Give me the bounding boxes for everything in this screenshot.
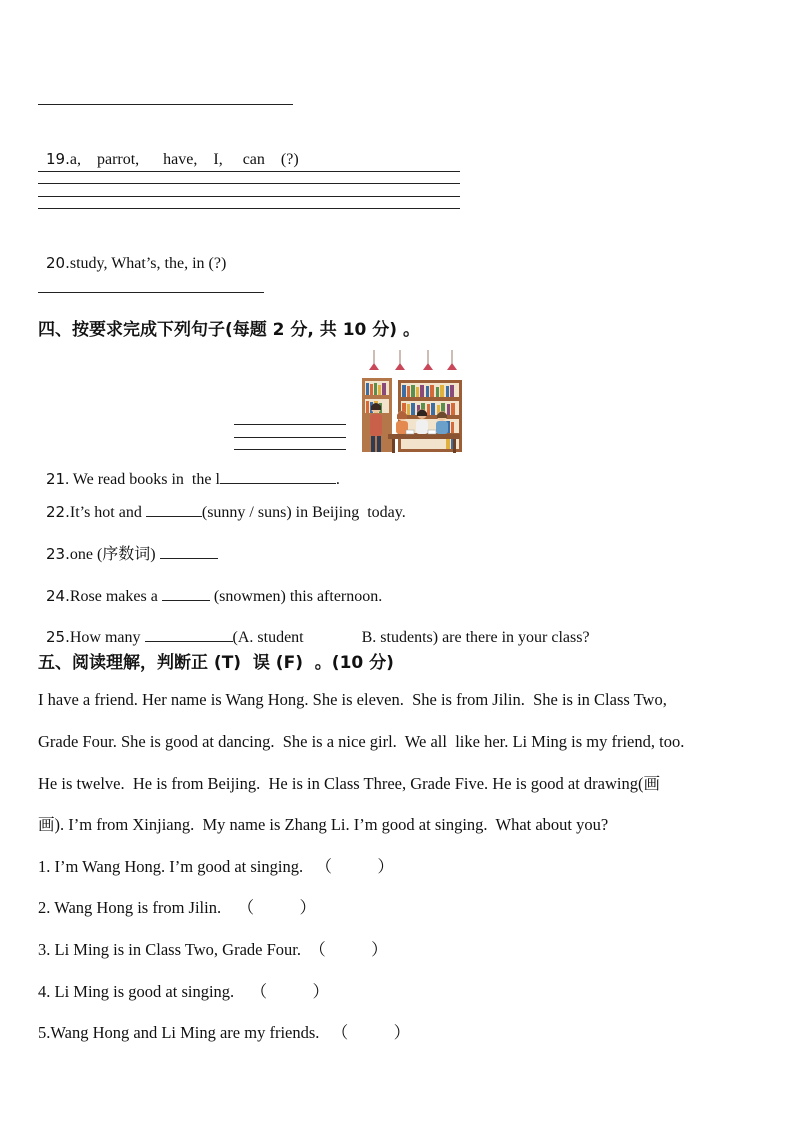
hanging-lamps bbox=[369, 350, 457, 370]
answer-line-q21-1 bbox=[234, 424, 346, 425]
question-text-a: It’s hot and bbox=[69, 504, 146, 521]
question-number: 25. bbox=[46, 628, 70, 646]
answer-line-q19-3 bbox=[38, 196, 460, 197]
question-number: 21 bbox=[46, 470, 66, 488]
question-text-b: (sunny / suns) in Beijing today. bbox=[201, 504, 406, 521]
question-24 bbox=[38, 566, 382, 607]
answer-line-q18 bbox=[38, 104, 293, 105]
tf-item: 3. Li Ming is in Class Two, Grade Four. （ ） bbox=[38, 940, 388, 959]
library-illustration bbox=[360, 350, 464, 456]
question-number: 24. bbox=[46, 587, 70, 605]
tf-item: 2. Wang Hong is from Jilin. （ ） bbox=[38, 898, 316, 917]
question-number: 20. bbox=[46, 254, 70, 272]
answer-blank[interactable] bbox=[162, 586, 210, 601]
passage-line: I have a friend. Her name is Wang Hong. She is eleven. She is from Jilin. She is in Class Two, bbox=[38, 690, 667, 709]
passage-line: Grade Four. She is good at dancing. She is a nice girl. We all like her. Li Ming is my friend, too. bbox=[38, 732, 685, 751]
tf-item: 5.Wang Hong and Li Ming are my friends. （ ） bbox=[38, 1023, 411, 1042]
question-text: one (序数词) bbox=[69, 546, 160, 563]
answer-line-q19-4 bbox=[38, 208, 460, 209]
question-number: 22. bbox=[46, 503, 70, 521]
question-22 bbox=[38, 482, 406, 523]
option-b: B. students) are there in your class? bbox=[361, 629, 590, 646]
answer-line-q21-2 bbox=[234, 437, 346, 438]
question-20 bbox=[38, 233, 226, 274]
question-text-a: Rose makes a bbox=[69, 588, 162, 605]
section-4-heading: 四、按要求完成下列句子(每题 2 分, 共 10 分) 。 bbox=[38, 320, 420, 340]
answer-line-q19-1 bbox=[38, 171, 460, 172]
question-number: 23. bbox=[46, 545, 70, 563]
question-text-after: . bbox=[335, 471, 340, 488]
question-23 bbox=[38, 524, 218, 565]
question-25 bbox=[38, 607, 590, 648]
question-text: a, parrot, have, I, can (?) bbox=[69, 151, 299, 168]
question-number: 19. bbox=[46, 150, 70, 168]
answer-line-q19-2 bbox=[38, 183, 460, 184]
question-text: study, What’s, the, in (?) bbox=[69, 255, 227, 272]
answer-blank[interactable] bbox=[160, 544, 218, 559]
tf-item: 1. I’m Wang Hong. I’m good at singing. （ ） bbox=[38, 857, 394, 876]
answer-line-q20 bbox=[38, 292, 264, 293]
question-text-a: How many bbox=[69, 629, 145, 646]
passage-line: 画). I’m from Xinjiang. My name is Zhang Li. I’m good at singing. What about you? bbox=[38, 815, 609, 834]
question-19 bbox=[38, 129, 299, 170]
answer-blank[interactable] bbox=[145, 627, 233, 642]
answer-blank[interactable] bbox=[146, 502, 202, 517]
tf-item: 4. Li Ming is good at singing. （ ） bbox=[38, 982, 330, 1001]
section-5-heading: 五、阅读理解，判断正 (T) 误 (F) 。(10 分) bbox=[38, 653, 394, 673]
passage-line: He is twelve. He is from Beijing. He is in Class Three, Grade Five. He is good at drawing(画 bbox=[38, 774, 660, 793]
question-text-before: . We read books in the l bbox=[65, 471, 220, 488]
option-a: (A. student bbox=[232, 629, 304, 646]
question-text-b: (snowmen) this afternoon. bbox=[209, 588, 383, 605]
